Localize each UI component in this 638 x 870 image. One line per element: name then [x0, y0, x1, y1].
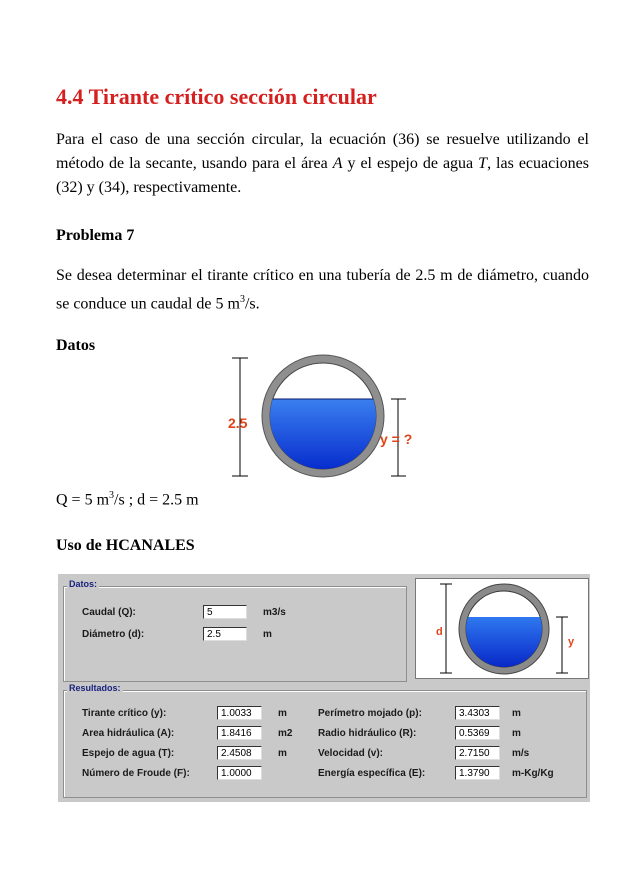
problem-tail: /s.	[244, 295, 260, 313]
water-fill	[258, 399, 388, 479]
result-unit: m	[278, 748, 287, 759]
result-label: Area hidráulica (A):	[82, 728, 175, 739]
espejo-agua-value[interactable]: 2.4508	[217, 746, 262, 760]
depth-label: y = ?	[380, 431, 413, 447]
hcanales-figure	[415, 578, 589, 679]
datos-frame-title: Datos:	[69, 579, 98, 589]
var-t: T	[478, 155, 488, 172]
intro-paragraph	[56, 128, 589, 200]
intro-text-1: Para el caso de una sección circular, la ecuación (36) se resuelve utilizando el método de la secante, usando para el área	[56, 131, 589, 172]
intro-text-2: y el espejo de agua	[342, 155, 479, 172]
diametro-label: Diámetro (d):	[82, 629, 145, 640]
result-unit: m	[512, 728, 521, 739]
result-unit: m/s	[512, 748, 530, 759]
problem-heading: Problema 7	[56, 227, 135, 244]
result-label: Espejo de agua (T):	[82, 748, 175, 759]
var-a: A	[332, 155, 343, 172]
given-tail: /s ; d = 2.5 m	[114, 491, 199, 509]
velocidad-value[interactable]: 2.7150	[455, 746, 500, 760]
result-label: Velocidad (v):	[318, 748, 384, 759]
datos-heading: Datos	[56, 337, 96, 354]
resultados-frame	[63, 690, 587, 798]
hcanales-heading: Uso de HCANALES	[56, 537, 195, 554]
hc-y-label: y	[568, 636, 575, 648]
hcanales-panel	[58, 574, 590, 802]
intro-text-3: , las ecuaciones (32) y (34), respectivamente.	[56, 155, 589, 196]
result-label: Número de Froude (F):	[82, 768, 190, 779]
section-title: 4.4 Tirante crítico sección circular	[56, 84, 377, 109]
result-label: Energía específica (E):	[318, 768, 426, 779]
result-label: Radio hidráulico (R):	[318, 728, 417, 739]
result-unit: m-Kg/Kg	[512, 768, 554, 779]
caudal-label: Caudal (Q):	[82, 607, 136, 618]
problem-text: Se desea determinar el tirante crítico en una tubería de 2.5 m de diámetro, cuando se conduce un caudal de 5 m	[56, 267, 589, 313]
froude-value[interactable]: 1.0000	[217, 766, 262, 780]
caudal-unit: m3/s	[263, 607, 286, 618]
result-unit: m	[278, 708, 287, 719]
result-label: Tirante crítico (y):	[82, 708, 167, 719]
problem-statement	[56, 264, 589, 316]
energia-especifica-value[interactable]: 1.3790	[455, 766, 500, 780]
diameter-label: 2.5	[228, 415, 248, 431]
diametro-input[interactable]: 2.5	[203, 627, 247, 641]
problem-sup: 3	[239, 294, 245, 305]
given-sup: 3	[109, 490, 115, 501]
hc-d-label: d	[436, 626, 443, 638]
area-hidraulica-value[interactable]: 1.8416	[217, 726, 262, 740]
caudal-input[interactable]: 5	[203, 605, 247, 619]
diametro-unit: m	[263, 629, 272, 640]
resultados-frame-title: Resultados:	[69, 683, 121, 693]
given-data	[56, 484, 589, 512]
perimetro-mojado-value[interactable]: 3.4303	[455, 706, 500, 720]
hcanales-pipe-svg	[416, 579, 588, 678]
pipe-section-figure	[228, 354, 448, 484]
tirante-critico-value[interactable]: 1.0033	[217, 706, 262, 720]
result-unit: m2	[278, 728, 293, 739]
result-unit: m	[512, 708, 521, 719]
result-label: Perímetro mojado (p):	[318, 708, 422, 719]
radio-hidraulico-value[interactable]: 0.5369	[455, 726, 500, 740]
given-q: Q = 5 m	[56, 491, 110, 509]
